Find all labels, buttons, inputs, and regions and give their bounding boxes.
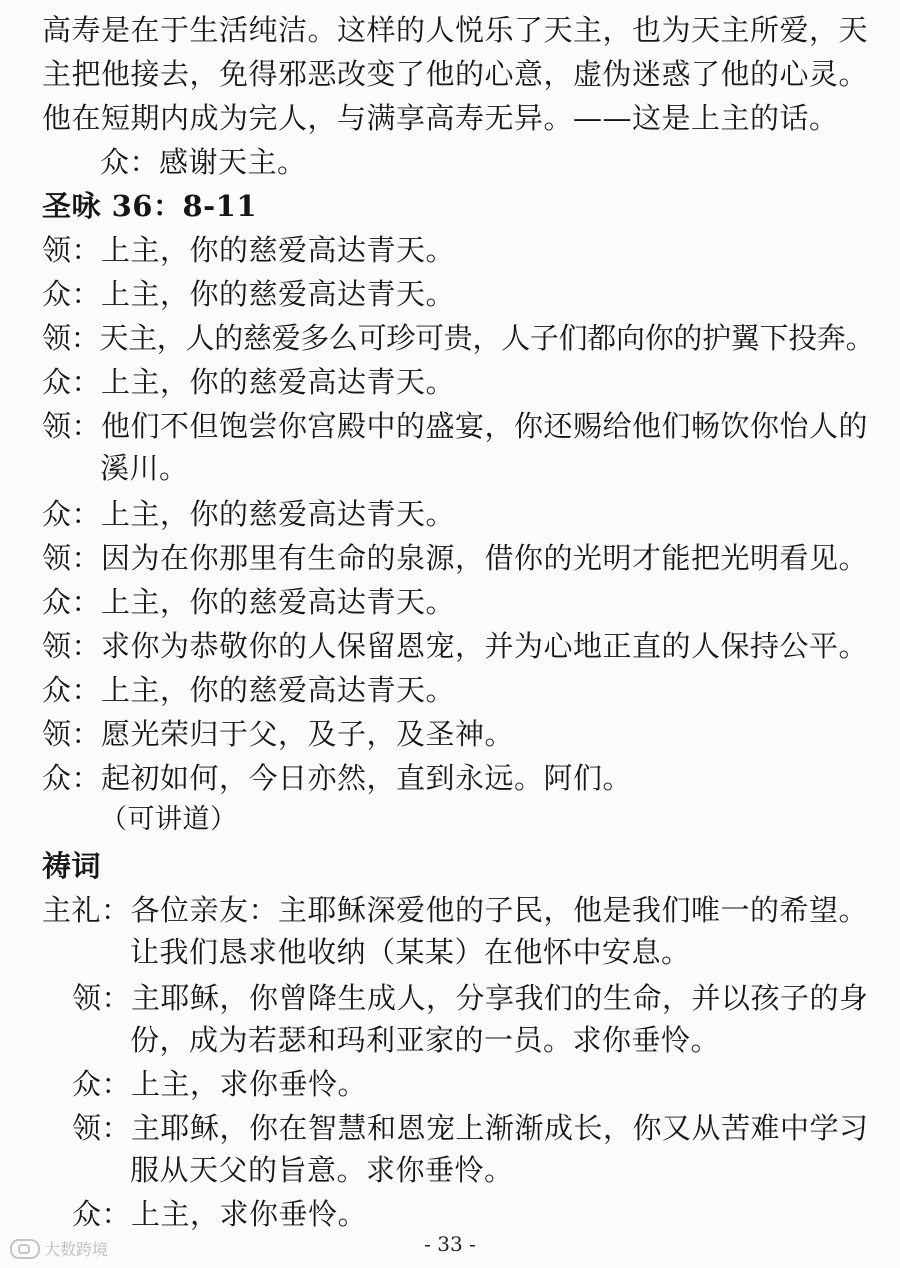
leader-line-continued: 溪川。: [100, 451, 189, 485]
response-line: 众：上主，你的慈爱高达青天。: [42, 365, 456, 399]
response-line: 众：上主，你的慈爱高达青天。: [42, 497, 456, 531]
watermark-text: 大数跨境: [44, 1240, 109, 1259]
response-line: 众：起初如何，今日亦然，直到永远。阿们。: [42, 761, 633, 795]
text-line: 主把他接去，免得邪恶改变了他的心意，虚伪迷惑了他的心灵。: [42, 57, 869, 91]
leader-line: 领：因为在你那里有生命的泉源，借你的光明才能把光明看见。: [42, 541, 869, 575]
psalm-heading: 圣咏 36：8-11: [42, 189, 258, 223]
response-line: 众：上主，求你垂怜。: [72, 1197, 368, 1231]
text-line: 高寿是在于生活纯洁。这样的人悦乐了天主，也为天主所爱，天: [42, 13, 869, 47]
leader-line-continued: 份，成为若瑟和玛利亚家的一员。求你垂怜。: [130, 1023, 721, 1057]
leader-line-continued: 服从天父的旨意。求你垂怜。: [130, 1153, 514, 1187]
response-line: 众：上主，求你垂怜。: [72, 1067, 368, 1101]
response-line: 众：上主，你的慈爱高达青天。: [42, 673, 456, 707]
leader-line: 领：主耶稣，你在智慧和恩宠上渐渐成长，你又从苦难中学习: [72, 1111, 869, 1145]
celebrant-line: 主礼：各位亲友：主耶稣深爱他的子民，他是我们唯一的希望。: [42, 893, 869, 927]
section-heading: 祷词: [42, 849, 102, 883]
celebrant-line-continued: 让我们恳求他收纳（某某）在他怀中安息。: [130, 935, 691, 969]
response-line: 众：感谢天主。: [100, 145, 307, 179]
watermark-logo-icon: [10, 1239, 40, 1259]
watermark: [10, 1237, 108, 1260]
leader-line: 领：天主，人的慈爱多么可珍可贵，人子们都向你的护翼下投奔。: [42, 321, 875, 355]
leader-line: 领：求你为恭敬你的人保留恩宠，并为心地正直的人保持公平。: [42, 629, 869, 663]
response-line: 众：上主，你的慈爱高达青天。: [42, 277, 456, 311]
leader-line: 领：主耶稣，你曾降生成人，分享我们的生命，并以孩子的身: [72, 981, 869, 1015]
leader-line: 领：愿光荣归于父，及子，及圣神。: [42, 717, 515, 751]
leader-line: 领：上主，你的慈爱高达青天。: [42, 233, 456, 267]
response-line: 众：上主，你的慈爱高达青天。: [42, 585, 456, 619]
page-number: - 33 -: [424, 1232, 476, 1256]
leader-line: 领：他们不但饱尝你宫殿中的盛宴，你还赐给他们畅饮你怡人的: [42, 409, 869, 443]
homily-note: （可讲道）: [100, 804, 238, 835]
text-line: 他在短期内成为完人，与满享高寿无异。——这是上主的话。: [42, 101, 839, 135]
